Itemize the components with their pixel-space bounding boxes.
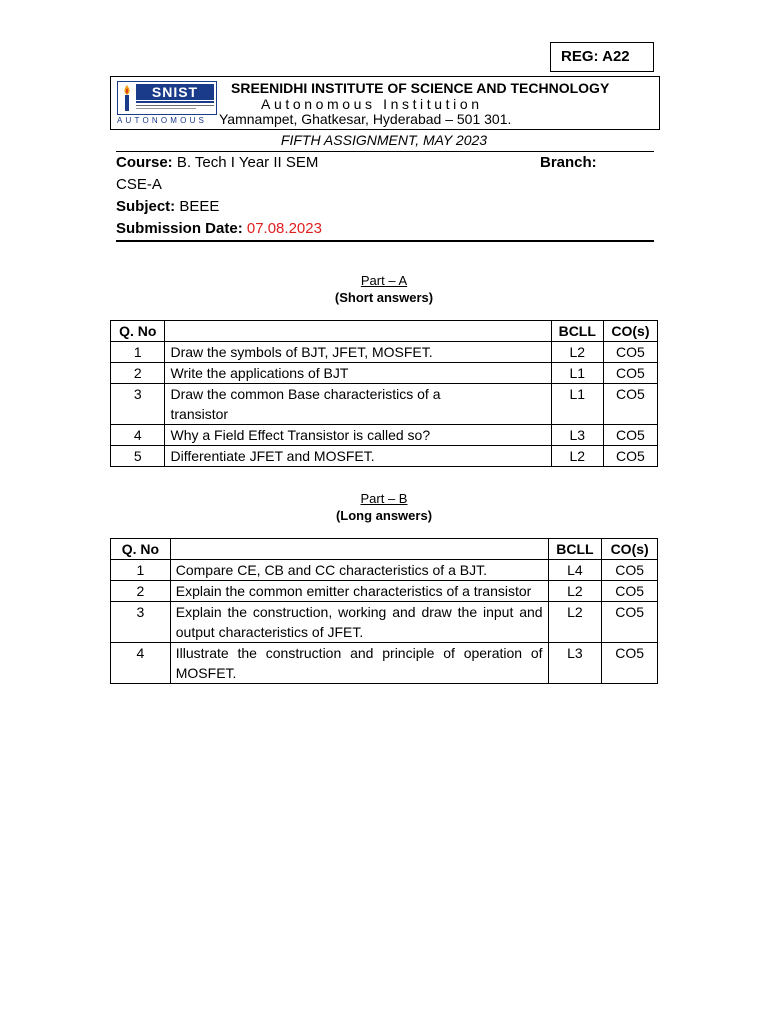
q-bcll: L1 [551, 363, 603, 384]
divider [116, 151, 654, 152]
q-text: Differentiate JFET and MOSFET. [165, 446, 551, 467]
q-text: Illustrate the construction and principle of operation of MOSFET. [170, 643, 548, 684]
q-no: 2 [111, 363, 165, 384]
logo-autonomous: AUTONOMOUS [117, 116, 208, 125]
q-text: Write the applications of BJT [165, 363, 551, 384]
subject-value: BEEE [179, 198, 220, 215]
col-co: CO(s) [603, 321, 657, 342]
q-no: 5 [111, 446, 165, 467]
submission-label: Submission Date: [116, 220, 243, 237]
part-b-heading [0, 490, 768, 524]
q-text: Explain the construction, working and draw the input and output characteristics of JFET. [170, 602, 548, 643]
q-co: CO5 [603, 425, 657, 446]
logo-frame [117, 81, 217, 115]
subject-label: Subject: [116, 198, 176, 215]
torch-icon [120, 84, 134, 112]
branch-value: CSE-A [116, 176, 162, 193]
table-row [111, 363, 658, 384]
table-row [111, 342, 658, 363]
institute-address: Yamnampet, Ghatkesar, Hyderabad – 501 301. [219, 111, 512, 127]
submission-date: 07.08.2023 [246, 220, 322, 237]
divider [116, 240, 654, 242]
part-b-title: Part – B [360, 491, 408, 506]
institute-header [110, 76, 660, 130]
col-bcll: BCLL [551, 321, 603, 342]
q-bcll: L1 [551, 384, 603, 425]
logo-rule [136, 108, 196, 109]
q-text: Explain the common emitter characteristics of a transistor [170, 581, 548, 602]
institute-name: SREENIDHI INSTITUTE OF SCIENCE AND TECHNOLOGY [231, 80, 610, 96]
logo-brand: SNIST [136, 84, 214, 100]
q-text: Why a Field Effect Transistor is called so? [165, 425, 551, 446]
q-no: 3 [111, 602, 171, 643]
q-text: Compare CE, CB and CC characteristics of a BJT. [170, 560, 548, 581]
table-row [111, 384, 658, 425]
q-bcll: L3 [551, 425, 603, 446]
col-qno: Q. No [111, 539, 171, 560]
part-b-subtitle: (Long answers) [335, 508, 433, 523]
q-no: 1 [111, 342, 165, 363]
part-b-table [110, 538, 658, 684]
logo-rule [136, 101, 214, 103]
q-bcll: L2 [551, 446, 603, 467]
table-row [111, 446, 658, 467]
q-text: Draw the symbols of BJT, JFET, MOSFET. [165, 342, 551, 363]
table-row [111, 560, 658, 581]
part-a-subtitle: (Short answers) [334, 290, 434, 305]
q-bcll: L3 [548, 643, 602, 684]
branch-label: Branch: [540, 154, 597, 171]
table-row [111, 602, 658, 643]
col-question [170, 539, 548, 560]
q-co: CO5 [603, 384, 657, 425]
q-no: 1 [111, 560, 171, 581]
q-co: CO5 [602, 581, 658, 602]
course-line [116, 154, 318, 171]
q-no: 3 [111, 384, 165, 425]
table-row [111, 581, 658, 602]
part-a-heading [0, 272, 768, 306]
col-co: CO(s) [602, 539, 658, 560]
subject-line [116, 198, 219, 215]
submission-line [116, 220, 322, 237]
q-no: 4 [111, 425, 165, 446]
table-header-row [111, 321, 658, 342]
q-co: CO5 [603, 446, 657, 467]
q-bcll: L4 [548, 560, 602, 581]
col-qno: Q. No [111, 321, 165, 342]
table-header-row [111, 539, 658, 560]
snist-logo [117, 81, 217, 127]
q-bcll: L2 [548, 602, 602, 643]
part-a-title: Part – A [360, 273, 408, 288]
q-bcll: L2 [548, 581, 602, 602]
col-question [165, 321, 551, 342]
assignment-title: FIFTH ASSIGNMENT, MAY 2023 [280, 132, 488, 148]
reg-box: REG: A22 [550, 42, 654, 72]
course-label: Course: [116, 154, 173, 171]
q-co: CO5 [602, 560, 658, 581]
q-co: CO5 [602, 602, 658, 643]
institute-subtitle: Autonomous Institution [261, 96, 483, 112]
part-a-table [110, 320, 658, 467]
table-row [111, 425, 658, 446]
course-value: B. Tech I Year II SEM [176, 154, 319, 171]
q-no: 2 [111, 581, 171, 602]
table-row [111, 643, 658, 684]
q-co: CO5 [603, 363, 657, 384]
logo-rule [136, 105, 214, 106]
q-co: CO5 [603, 342, 657, 363]
col-bcll: BCLL [548, 539, 602, 560]
q-bcll: L2 [551, 342, 603, 363]
q-no: 4 [111, 643, 171, 684]
q-text: Draw the common Base characteristics of a transistor [165, 384, 551, 425]
q-co: CO5 [602, 643, 658, 684]
